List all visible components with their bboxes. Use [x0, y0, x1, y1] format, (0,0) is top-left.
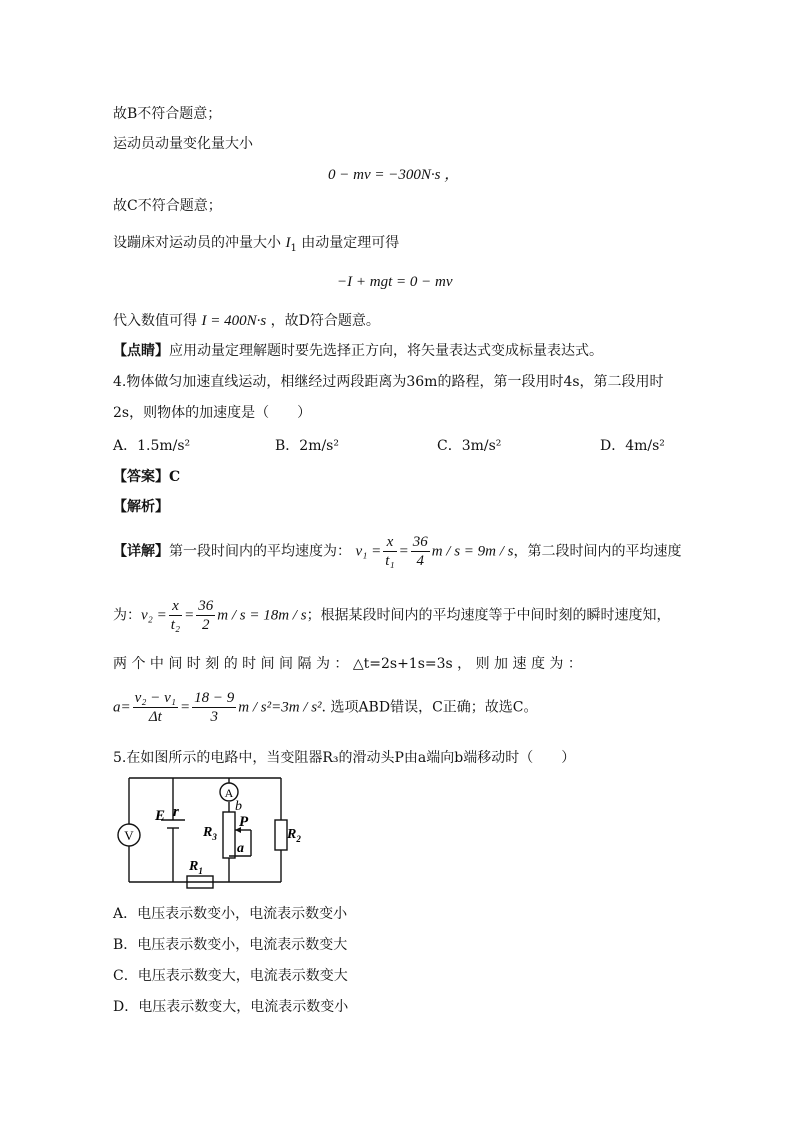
fraction — [196, 597, 215, 634]
text-fragment: 第一段时间内的平均速度为： — [169, 543, 351, 560]
ammeter-label: A — [224, 786, 234, 800]
fraction — [411, 533, 430, 570]
question-4-stem-cont: 2s，则物体的加速度是（ ） — [113, 405, 312, 421]
detail-line-4: a= $\frac{\text{v₂ − v₁}}{\Delta t}$ = $\frac{18 - 9}{3}$ m / s²=3m / s². 选项ABD错误，C正确；故选C。 — [113, 690, 538, 725]
fraction — [383, 533, 396, 570]
denominator: 4 — [416, 553, 424, 569]
slider-p-label: P — [239, 814, 249, 830]
option-d: D．4m/s² — [600, 438, 665, 454]
option-c: C．3m/s² — [437, 438, 502, 454]
question-4-stem: 4.物体做匀加速直线运动，相继经过两段距离为36m的路程，第一段用时4s，第二段用时 — [113, 374, 664, 390]
option-a: A．1.5m/s² — [113, 438, 191, 454]
answer-line: 【答案】C — [113, 469, 181, 485]
option-b: B．电压表示数变小，电流表示数变大 — [113, 937, 348, 953]
text-line — [113, 311, 380, 331]
text-fragment: ，故D符合题意。 — [270, 313, 380, 329]
numerator: 18 − 9 — [194, 690, 235, 706]
text-fragment: ，第二段时间内的平均速度 — [513, 543, 682, 560]
text-fragment: 为： — [113, 607, 141, 624]
denominator: Δt — [148, 709, 162, 725]
fraction — [133, 689, 178, 726]
option-b: B．2m/s² — [275, 438, 339, 454]
symbol-i: I — [285, 235, 291, 251]
r3-label: $R_3$ — [203, 825, 217, 842]
option-c: C．电压表示数变大，电流表示数变大 — [113, 968, 348, 984]
denominator: 2 — [202, 617, 210, 633]
r1-label: $R_1$ — [189, 859, 203, 876]
denominator: t₂ — [170, 617, 181, 633]
question-4-options — [113, 435, 673, 457]
text-fragment: 由动量定理可得 — [301, 235, 400, 251]
numerator: v₂ − v₁ — [134, 690, 176, 706]
question-5-stem: 5.在如图所示的电路中，当变阻器R₃的滑动头P由a端向b端移动时（ ） — [113, 750, 576, 766]
terminal-b-label: b — [235, 799, 242, 814]
detail-line-2: 为：v₂ = $\frac{x}{\text{t₂}}$ = $\frac{36}{2}$ m / s = 18m / s；根据某段时间内的平均速度等于中间时刻的瞬时速度知， — [113, 598, 671, 633]
option-d: D．电压表示数变大，电流表示数变小 — [113, 999, 349, 1015]
analysis-heading: 【解析】 — [113, 499, 169, 515]
fraction — [169, 597, 182, 634]
a-rhs: m / s²=3m / s² — [238, 699, 322, 716]
numerator: 36 — [412, 534, 428, 550]
a-lhs: a= — [113, 699, 131, 716]
equation: −I + mgt = 0 − mv — [337, 274, 453, 290]
subscript: 1 — [290, 242, 297, 254]
numerator: 36 — [198, 598, 214, 614]
inline-equation: I = 400N·s — [201, 313, 267, 329]
text-line — [113, 233, 399, 259]
v2-rhs: m / s = 18m / s — [217, 607, 307, 624]
text-line: 运动员动量变化量大小 — [113, 136, 253, 152]
r2-label: $R_2$ — [287, 827, 301, 844]
v1-lhs: v₁ = — [355, 543, 382, 560]
text-fragment: 设蹦床对运动员的冲量大小 — [113, 235, 281, 251]
voltmeter-label: V — [124, 828, 134, 843]
note-line — [113, 341, 603, 361]
fraction — [192, 689, 236, 726]
v1-rhs: m / s = 9m / s — [431, 543, 514, 560]
circuit-diagram — [115, 772, 301, 890]
text-fragment: . 选项ABD错误，C正确；故选C。 — [321, 699, 538, 716]
detail-line-3: 两 个 中 间 时 刻 的 时 间 间 隔 为 ： △t=2s+1s=3s ， 则 加 速 度 为 ： — [113, 656, 582, 672]
internal-resistance-label: r — [173, 804, 179, 820]
text-fragment: 代入数值可得 — [113, 313, 197, 329]
denominator: t₁ — [385, 553, 395, 569]
note-text: 应用动量定理解题时要先选择正方向，将矢量表达式变成标量表达式。 — [169, 343, 603, 359]
text-line: 故B不符合题意； — [113, 106, 222, 122]
v2-lhs: v₂ = — [141, 607, 167, 624]
text-fragment: ；根据某段时间内的平均速度等于中间时刻的瞬时速度知， — [306, 607, 671, 624]
numerator: x — [169, 597, 182, 616]
note-tag: 【点睛】 — [113, 343, 169, 359]
emf-label: E — [155, 808, 166, 824]
text-line: 故C不符合题意； — [113, 198, 222, 214]
option-a: A．电压表示数变小，电流表示数变小 — [113, 906, 348, 922]
denominator: 3 — [210, 709, 218, 725]
detail-tag: 【详解】 — [113, 543, 169, 560]
detail-line-1: 【详解】第一段时间内的平均速度为： v₁ = $\frac{x}{\text{t₁}}$ = $\frac{36}{4}$ m / s = 9m / s，第二段时间内的平均速度 — [113, 534, 682, 569]
numerator: x — [383, 533, 396, 552]
equation: 0 − mv = −300N·s ， — [328, 167, 460, 183]
terminal-a-label: a — [237, 841, 244, 856]
